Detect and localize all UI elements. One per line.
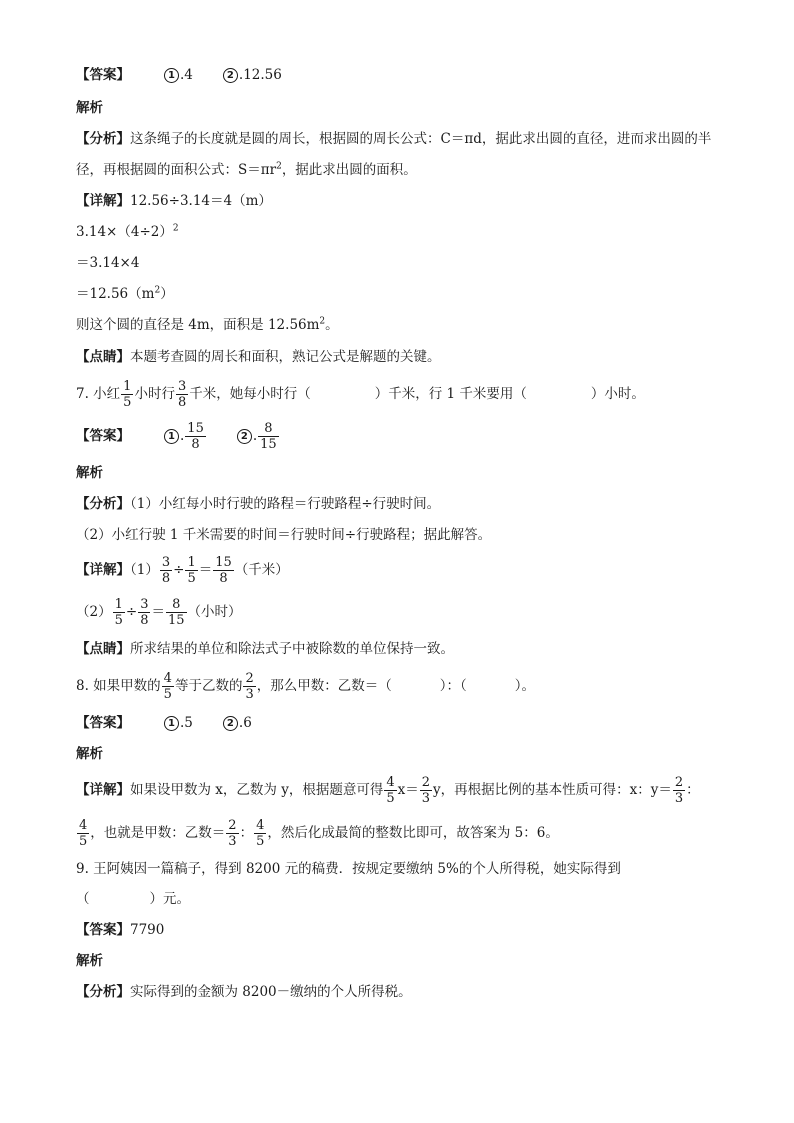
q7-comment-line: 【点睛】所求结果的单位和除法式子中被除数的单位保持一致。 bbox=[76, 641, 454, 657]
q9-question-line-1: 9. 王阿姨因一篇稿子，得到 8200 元的稿费．按规定要缴纳 5%的个人所得税，她实际得到 bbox=[76, 861, 621, 877]
q8-detail-line-1: 【详解】如果设甲数为 x，乙数为 y，根据题意可得 $\frac{4}{5}$ x＝ $\frac{2}{3}$ y，再根据比例的基本性质可得：x：y＝ $\frac{2}{3}$ ： bbox=[76, 775, 700, 806]
answer-label: 【答案】 bbox=[76, 67, 130, 83]
q9-analysis-line: 【分析】实际得到的金额为 8200－缴纳的个人所得税。 bbox=[76, 984, 412, 1000]
q8-question-line: 8. 如果甲数的 $\frac{4}{5}$ 等于乙数的 $\frac{2}{3}$ ，那么甲数：乙数＝（ ）：（ ）。 bbox=[76, 671, 535, 702]
answer-value-2: 12.56 bbox=[243, 67, 282, 83]
q6-analysis-line-1: 【分析】这条绳子的长度就是圆的周长，根据圆的周长公式：C＝πd，据此求出圆的直径，进而求出圆的半 bbox=[76, 131, 712, 147]
q7-jiexi-heading: 解析 bbox=[76, 465, 103, 481]
q7-answer-line: 【答案】 1 . $\frac{15}{8}$ 2 . $\frac{8}{15}$ bbox=[76, 421, 277, 452]
circled-number-1: 1 bbox=[164, 68, 179, 83]
q9-answer-line: 【答案】7790 bbox=[76, 922, 165, 938]
q6-comment-line: 【点睛】本题考查圆的周长和面积，熟记公式是解题的关键。 bbox=[76, 349, 441, 365]
answer-fraction-1: $\frac{15}{8}$ bbox=[187, 421, 204, 452]
q7-detail-line-2: （2） $\frac{1}{5}$ ÷ $\frac{3}{8}$ ＝ $\frac{8}{15}$ （小时） bbox=[76, 597, 242, 628]
q6-analysis-line-2: 径，再根据圆的面积公式：$S=\pi r^2$，据此求出圆的面积。 bbox=[76, 161, 417, 178]
q7-detail-line-1: 【详解】（1） $\frac{3}{8}$ ÷ $\frac{1}{5}$ ＝ $\frac{15}{8}$ （千米） bbox=[76, 555, 289, 586]
q6-detail-line-3: ＝3.14×4 bbox=[76, 255, 140, 271]
q8-detail-line-2: $\frac{4}{5}$ ，也就是甲数：乙数＝ $\frac{2}{3}$ ： $\frac{4}{5}$ ，然后化成最简的整数比即可，故答案为 5：6。 bbox=[79, 818, 559, 849]
q6-answer-line: 【答案】 1 .4 2 .12.56 bbox=[76, 67, 282, 83]
q7-analysis-line-2: （2）小红行驶 1 千米需要的时间＝行驶时间÷行驶路程；据此解答。 bbox=[76, 527, 492, 543]
q8-jiexi-heading: 解析 bbox=[76, 746, 103, 762]
answer-fraction-2: $\frac{8}{15}$ bbox=[260, 421, 277, 452]
q6-detail-line-5: 则这个圆的直径是 4m，面积是 $12.56m^2$。 bbox=[76, 316, 339, 333]
q6-detail-line-4: $=12.56(m^2)$ bbox=[76, 285, 174, 302]
circled-number-2: 2 bbox=[223, 68, 238, 83]
fraction: $\frac{1}{5}$ bbox=[123, 379, 132, 410]
q9-question-line-2: （ ）元。 bbox=[76, 891, 190, 907]
q9-jiexi-heading: 解析 bbox=[76, 953, 103, 969]
q8-answer-line: 【答案】 1 .5 2 .6 bbox=[76, 715, 252, 731]
q6-jiexi-heading: 解析 bbox=[76, 100, 103, 116]
q6-detail-line-2: $3.14\times(4\div 2)^2$ bbox=[76, 223, 179, 240]
answer-value-1: 4 bbox=[184, 67, 193, 83]
q7-question-line: 7. 小红 $\frac{1}{5}$ 小时行 $\frac{3}{8}$ 千米，她每小时行（ ）千米，行 1 千米要用（ ）小时。 bbox=[76, 379, 645, 410]
q6-detail-line-1: 【详解】12.56÷3.14＝4（m） bbox=[76, 193, 272, 209]
q7-analysis-line-1: 【分析】（1）小红每小时行驶的路程＝行驶路程÷行驶时间。 bbox=[76, 496, 441, 512]
fraction: $\frac{3}{8}$ bbox=[177, 379, 187, 410]
